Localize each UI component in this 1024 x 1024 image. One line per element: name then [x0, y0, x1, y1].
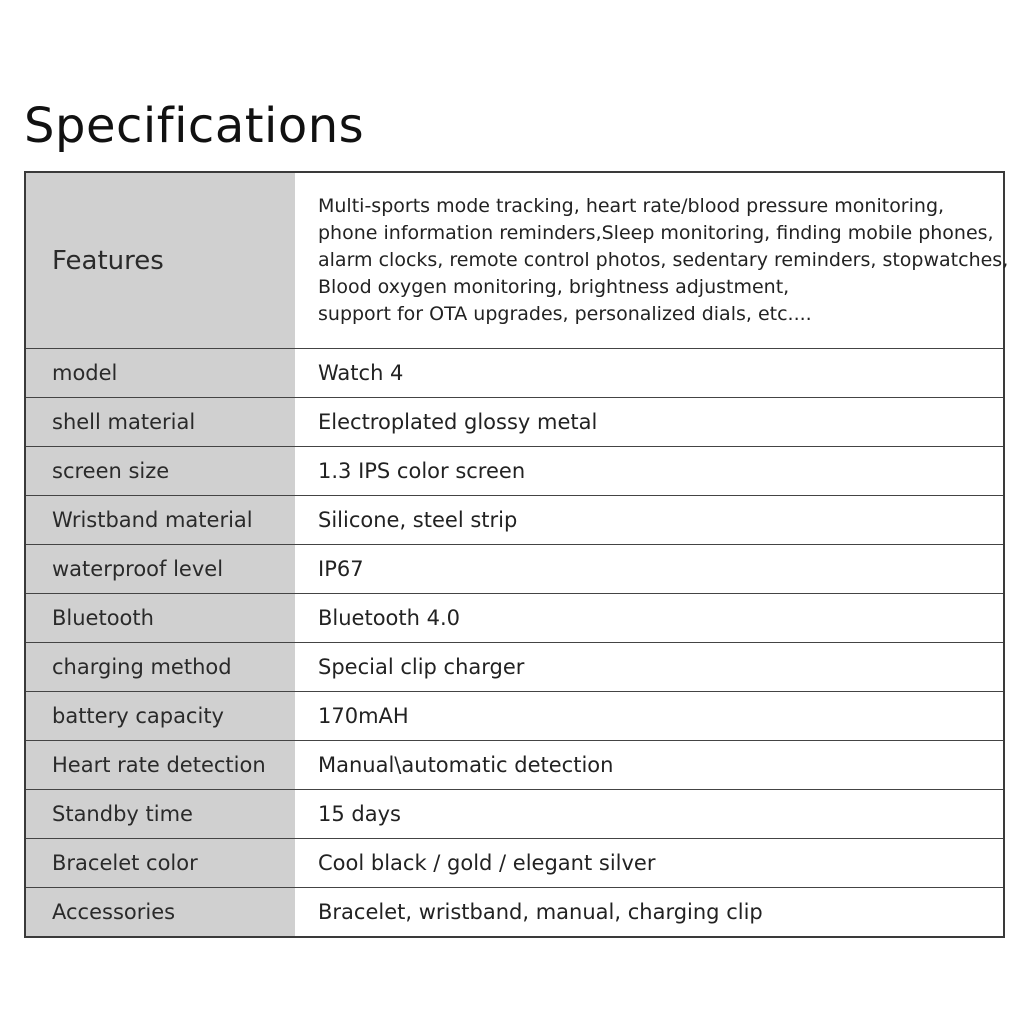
row-label: Standby time [25, 790, 295, 839]
page-title: Specifications [24, 98, 365, 154]
table-row-features [25, 172, 1004, 349]
table-row [25, 741, 1004, 790]
feature-line: Multi-sports mode tracking, heart rate/blood pressure monitoring, [318, 195, 945, 217]
row-value: Watch 4 [295, 349, 1004, 398]
row-value: Manual\automatic detection [295, 741, 1004, 790]
row-label: Heart rate detection [25, 741, 295, 790]
row-value: Bracelet, wristband, manual, charging clip [295, 888, 1004, 938]
table-row [25, 594, 1004, 643]
row-label: model [25, 349, 295, 398]
row-value: 15 days [295, 790, 1004, 839]
table-row [25, 692, 1004, 741]
row-value: Cool black / gold / elegant silver [295, 839, 1004, 888]
row-value: 170mAH [295, 692, 1004, 741]
row-value: IP67 [295, 545, 1004, 594]
features-list [318, 193, 1009, 328]
table-row [25, 888, 1004, 938]
row-value: Silicone, steel strip [295, 496, 1004, 545]
row-label: screen size [25, 447, 295, 496]
row-value: 1.3 IPS color screen [295, 447, 1004, 496]
feature-line: alarm clocks, remote control photos, sedentary reminders, stopwatches, [318, 249, 1009, 271]
row-label: Accessories [25, 888, 295, 938]
row-label: charging method [25, 643, 295, 692]
row-label: Features [25, 172, 295, 349]
feature-line: Blood oxygen monitoring, brightness adjustment, [318, 276, 790, 298]
specifications-table [24, 171, 1009, 938]
row-label: waterproof level [25, 545, 295, 594]
row-label: Bluetooth [25, 594, 295, 643]
feature-line: phone information reminders,Sleep monitoring, finding mobile phones, [318, 222, 994, 244]
table-row [25, 496, 1004, 545]
row-label: Wristband material [25, 496, 295, 545]
row-label: battery capacity [25, 692, 295, 741]
table-row [25, 447, 1004, 496]
table-row [25, 643, 1004, 692]
table-row [25, 545, 1004, 594]
row-value: Electroplated glossy metal [295, 398, 1004, 447]
table-row [25, 349, 1004, 398]
table-row [25, 398, 1004, 447]
row-value: Special clip charger [295, 643, 1004, 692]
feature-line: support for OTA upgrades, personalized dials, etc.... [318, 303, 812, 325]
row-label: shell material [25, 398, 295, 447]
row-value: Bluetooth 4.0 [295, 594, 1004, 643]
row-value [295, 172, 1009, 349]
row-label: Bracelet color [25, 839, 295, 888]
table-row [25, 790, 1004, 839]
table-row [25, 839, 1004, 888]
